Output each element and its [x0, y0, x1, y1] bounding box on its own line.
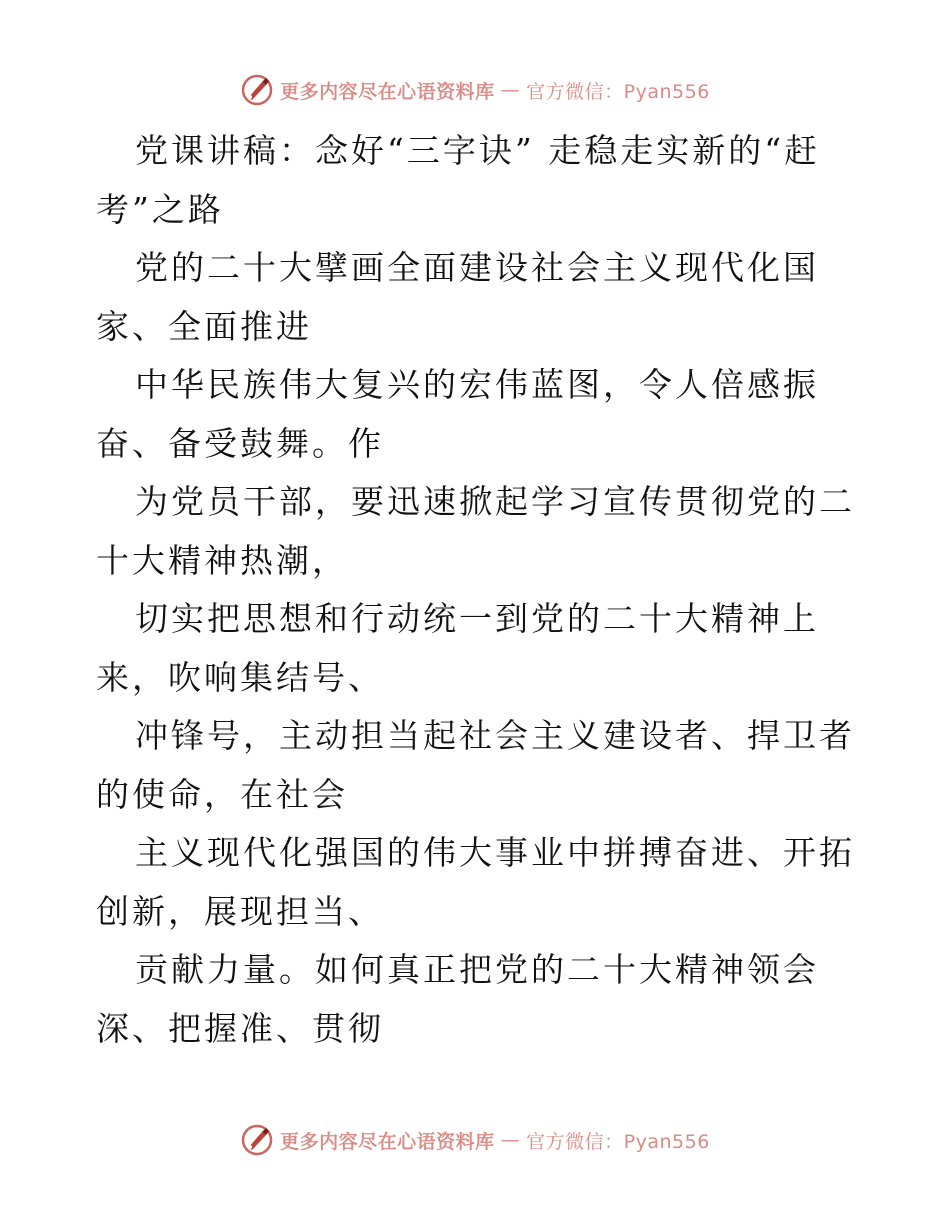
watermark-brand [240, 73, 710, 107]
quill-pen-seal-icon [240, 73, 274, 107]
document-title: 党课讲稿：念好“三字诀” 走稳走实新的“赶考”之路 [96, 131, 821, 229]
watermark-separator: — [500, 79, 521, 101]
page-footer-watermark [0, 1120, 950, 1160]
paragraph-3: 为党员干部，要迅速掀起学习宣传贯彻党的二十大精神热潮， [96, 482, 855, 580]
page-header-watermark [0, 70, 950, 110]
watermark-brand-text: 更多内容尽在心语资料库 [280, 80, 495, 103]
paragraph-7: 贡献力量。如何真正把党的二十大精神领会深、把握准、贯彻 [96, 950, 819, 1048]
document-body [96, 122, 856, 1058]
watermark-separator: — [500, 1129, 521, 1151]
watermark-brand-footer [240, 1123, 710, 1157]
paragraph-4: 切实把思想和行动统一到党的二十大精神上来，吹响集结号、 [96, 599, 819, 697]
paragraph-6: 主义现代化强国的伟大事业中拼搏奋进、开拓创新，展现担当、 [96, 833, 855, 931]
paragraph-2: 中华民族伟大复兴的宏伟蓝图，令人倍感振奋、备受鼓舞。作 [96, 365, 819, 463]
watermark-brand-text: 更多内容尽在心语资料库 [280, 1130, 495, 1153]
watermark-wechat-text: 官方微信：Pyan556 [526, 1130, 710, 1153]
quill-pen-seal-icon [240, 1123, 274, 1157]
watermark-wechat-text: 官方微信：Pyan556 [526, 80, 710, 103]
paragraph-5: 冲锋号，主动担当起社会主义建设者、捍卫者的使命，在社会 [96, 716, 855, 814]
paragraph-1: 党的二十大擘画全面建设社会主义现代化国家、全面推进 [96, 248, 819, 346]
